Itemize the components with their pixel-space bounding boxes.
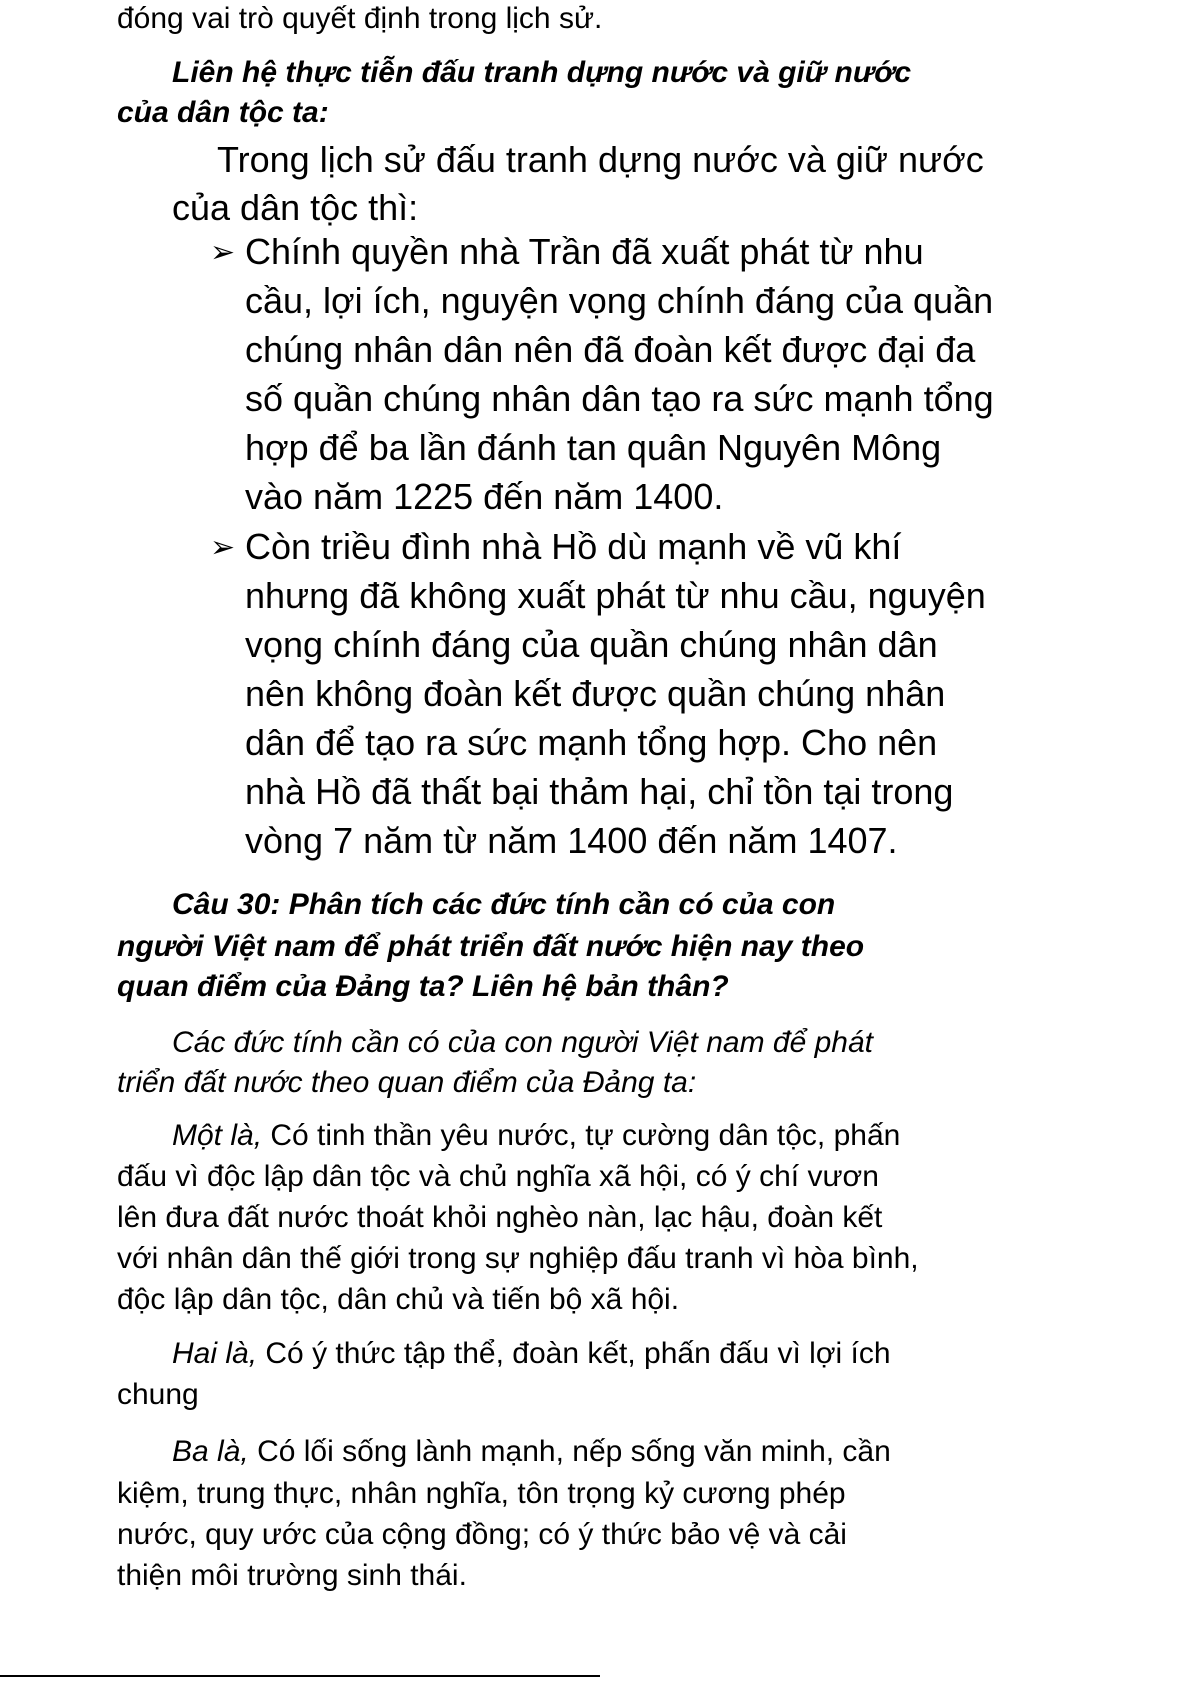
virtues-intro-line-1: Các đức tính cần có của con người Việt nam để phát	[172, 1026, 874, 1059]
question-heading-line-3: quan điểm của Đảng ta? Liên hệ bản thân?	[117, 970, 729, 1003]
section-heading-line-1: Liên hệ thực tiễn đấu tranh dựng nước và giữ nước	[172, 56, 912, 89]
virtue2-line-2: chung	[117, 1378, 199, 1411]
virtue3-line-2: kiệm, trung thực, nhân nghĩa, tôn trọng kỷ cương phép	[117, 1477, 846, 1510]
section-heading-line-2: của dân tộc ta:	[117, 96, 329, 129]
bullet2-line: Còn triều đình nhà Hồ dù mạnh về vũ khí	[245, 526, 902, 567]
virtue1-line-4: với nhân dân thế giới trong sự nghiệp đấu tranh vì hòa bình,	[117, 1242, 919, 1275]
virtue2-label: Hai là,	[172, 1337, 258, 1370]
footer-rule	[0, 1675, 600, 1677]
question-heading-text: Câu 30: Phân tích các đức tính cần có của con	[172, 888, 836, 921]
virtue1-text: Có tinh thần yêu nước, tự cường dân tộc, phấn	[270, 1119, 901, 1152]
virtue2-line-1	[172, 1339, 891, 1369]
question-heading-line-2: người Việt nam để phát triển đất nước hiện nay theo	[117, 930, 865, 963]
virtue1-label: Một là,	[172, 1119, 263, 1152]
bullet2-line: dân để tạo ra sức mạnh tổng hợp. Cho nên	[245, 722, 938, 763]
virtue2-text: Có ý thức tập thể, đoàn kết, phấn đấu vì lợi ích	[265, 1337, 891, 1370]
bullet2-line: nhưng đã không xuất phát từ nhu cầu, nguyện	[245, 575, 986, 616]
bullet1-line: Chính quyền nhà Trần đã xuất phát từ nhu	[245, 231, 924, 272]
bullet1-line: vào năm 1225 đến năm 1400.	[245, 476, 724, 517]
virtue3-text: Có lối sống lành mạnh, nếp sống văn minh, cần	[257, 1435, 891, 1468]
virtue3-line-3: nước, quy ước của cộng đồng; có ý thức bảo vệ và cải	[117, 1518, 847, 1551]
bullet2-line: vọng chính đáng của quần chúng nhân dân	[245, 624, 938, 665]
bullet1-line: cầu, lợi ích, nguyện vọng chính đáng của quần	[245, 280, 994, 321]
intro-line-1: Trong lịch sử đấu tranh dựng nước và giữ nước	[217, 139, 984, 180]
virtue3-line-1	[172, 1437, 891, 1467]
top-line: đóng vai trò quyết định trong lịch sử.	[117, 2, 603, 35]
virtue1-line-3: lên đưa đất nước thoát khỏi nghèo nàn, lạc hậu, đoàn kết	[117, 1201, 883, 1234]
bullet2-line: vòng 7 năm từ năm 1400 đến năm 1407.	[245, 820, 898, 861]
virtue1-line-1	[172, 1121, 900, 1151]
question-heading-line-1	[172, 890, 1075, 920]
arrow-bullet-icon: ➢	[210, 531, 236, 564]
bullet1-line: chúng nhân dân nên đã đoàn kết được đại đa	[245, 329, 976, 370]
bullet1-line: hợp để ba lần đánh tan quân Nguyên Mông	[245, 427, 942, 468]
arrow-bullet-icon: ➢	[210, 236, 236, 269]
virtue3-line-4: thiện môi trường sinh thái.	[117, 1559, 467, 1592]
bullet2-line: nhà Hồ đã thất bại thảm hại, chỉ tồn tại trong	[245, 771, 954, 812]
bullet1-line: số quần chúng nhân dân tạo ra sức mạnh tổng	[245, 378, 994, 419]
virtues-intro-line-2: triển đất nước theo quan điểm của Đảng ta:	[117, 1066, 697, 1099]
virtue3-label: Ba là,	[172, 1435, 249, 1468]
virtue1-line-5: độc lập dân tộc, dân chủ và tiến bộ xã hội.	[117, 1283, 680, 1316]
intro-line-2: của dân tộc thì:	[172, 187, 419, 228]
bullet2-line: nên không đoàn kết được quần chúng nhân	[245, 673, 946, 714]
virtue1-line-2: đấu vì độc lập dân tộc và chủ nghĩa xã hội, có ý chí vươn	[117, 1160, 879, 1193]
